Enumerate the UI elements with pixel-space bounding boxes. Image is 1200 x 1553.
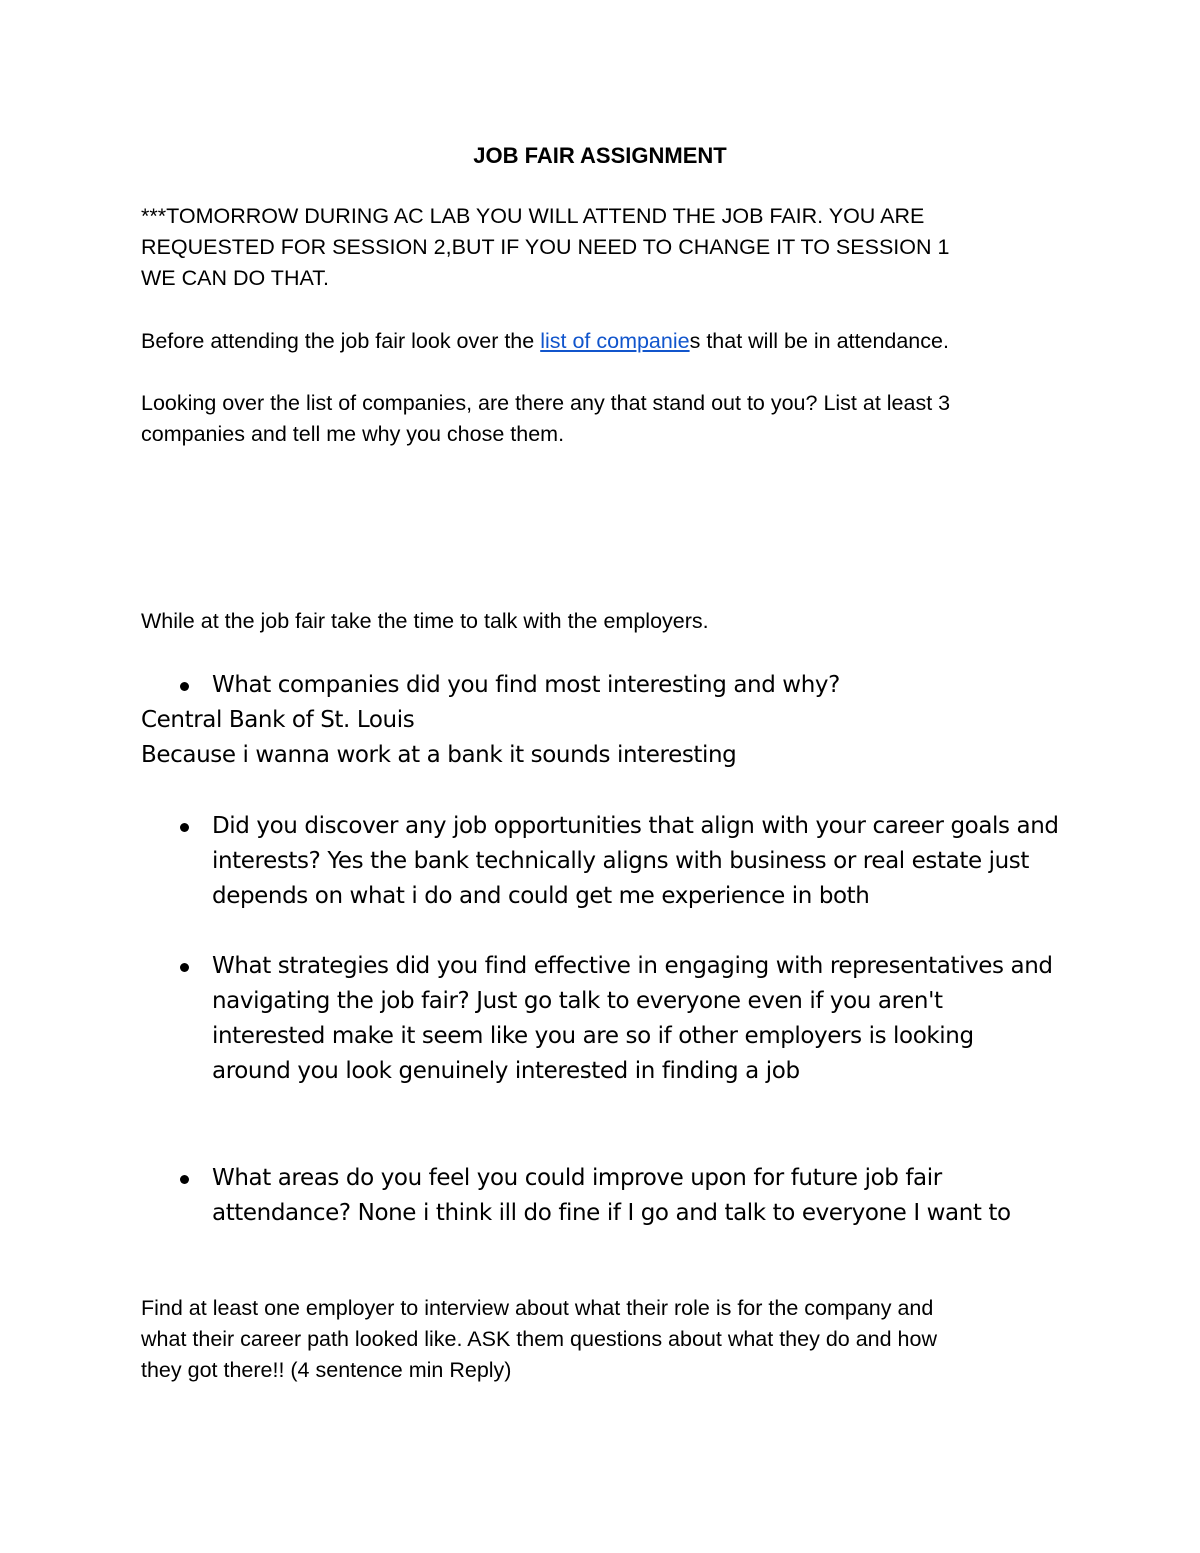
page-title: JOB FAIR ASSIGNMENT bbox=[473, 143, 727, 168]
bullet-icon bbox=[180, 682, 189, 691]
question-text bbox=[212, 809, 1092, 914]
question-line: interested make it seem like you are so if other employers is looking bbox=[212, 1023, 974, 1049]
question-line: What strategies did you find effective in engaging with representatives and bbox=[212, 953, 1053, 979]
answer-paragraph bbox=[141, 703, 1081, 773]
before-prefix: Before attending the job fair look over the bbox=[141, 329, 541, 353]
notice-line: ***TOMORROW DURING AC LAB YOU WILL ATTEND THE JOB FAIR. YOU ARE bbox=[141, 204, 925, 228]
answer-line: Central Bank of St. Louis bbox=[141, 707, 415, 733]
question-line: attendance? None i think ill do fine if I go and talk to everyone I want to bbox=[212, 1200, 1011, 1226]
interview-line: what their career path looked like. ASK them questions about what they do and how bbox=[141, 1327, 937, 1351]
looking-line: companies and tell me why you chose them. bbox=[141, 422, 565, 446]
looking-line: Looking over the list of companies, are there any that stand out to you? List at least 3 bbox=[141, 391, 951, 415]
looking-paragraph bbox=[141, 388, 1071, 450]
question-text bbox=[212, 1161, 1092, 1231]
question-text bbox=[212, 949, 1092, 1089]
question-text bbox=[212, 668, 1092, 703]
interview-paragraph bbox=[141, 1293, 1071, 1386]
notice-line: WE CAN DO THAT. bbox=[141, 266, 329, 290]
interview-line: Find at least one employer to interview about what their role is for the company and bbox=[141, 1296, 934, 1320]
question-line: around you look genuinely interested in finding a job bbox=[212, 1058, 800, 1084]
interview-line: they got there!! (4 sentence min Reply) bbox=[141, 1358, 512, 1382]
before-suffix: s that will be in attendance. bbox=[689, 329, 949, 353]
question-line: interests? Yes the bank technically aligns with business or real estate just bbox=[212, 848, 1029, 874]
question-line: navigating the job fair? Just go talk to everyone even if you aren't bbox=[212, 988, 943, 1014]
notice-line: REQUESTED FOR SESSION 2,BUT IF YOU NEED TO CHANGE IT TO SESSION 1 bbox=[141, 235, 950, 259]
question-line: What areas do you feel you could improve upon for future job fair bbox=[212, 1165, 942, 1191]
question-line: Did you discover any job opportunities that align with your career goals and bbox=[212, 813, 1059, 839]
company-list-link[interactable]: list of companie bbox=[540, 329, 690, 353]
while-paragraph bbox=[141, 606, 1071, 637]
notice-paragraph bbox=[141, 201, 1071, 294]
question-line: What companies did you find most interesting and why? bbox=[212, 672, 840, 698]
before-line bbox=[141, 326, 1071, 357]
bullet-icon bbox=[180, 1175, 189, 1184]
bullet-icon bbox=[180, 823, 189, 832]
before-paragraph bbox=[141, 326, 1071, 357]
while-line: While at the job fair take the time to talk with the employers. bbox=[141, 609, 709, 633]
bullet-icon bbox=[180, 963, 189, 972]
question-line: depends on what i do and could get me experience in both bbox=[212, 883, 870, 909]
answer-line: Because i wanna work at a bank it sounds interesting bbox=[141, 742, 737, 768]
